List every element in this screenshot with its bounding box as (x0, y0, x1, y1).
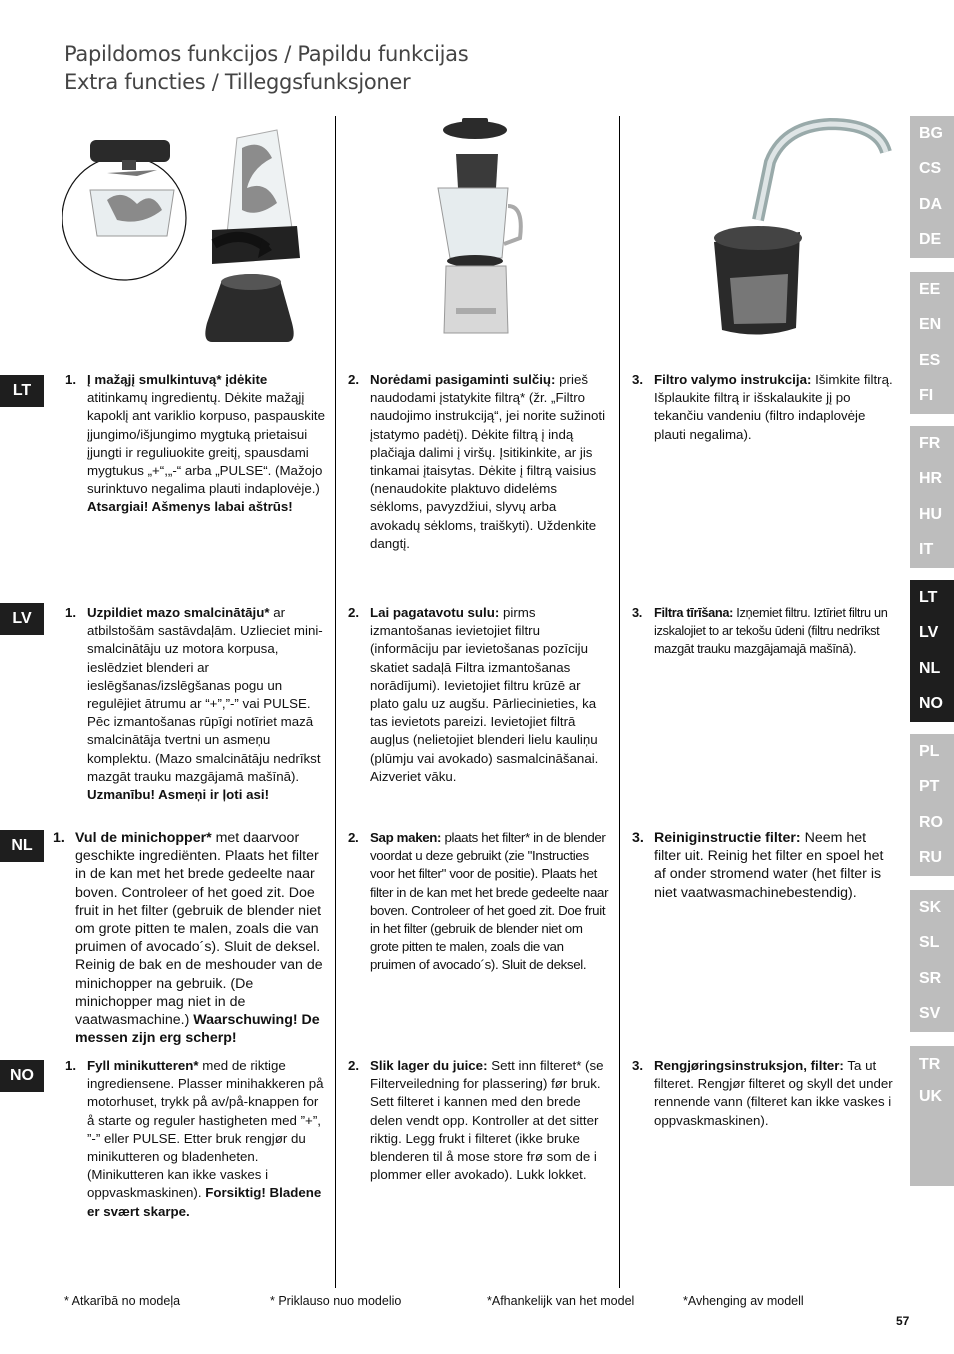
language-index-group-2 (910, 272, 954, 414)
lang-fi: FI (919, 387, 934, 405)
nl-step-3: 3. Reiniginstructie filter: Neem het filter uit. Reinig het filter en spoel het af onder stromend water (het filter is niet vaatwasmachinebestendig). (632, 830, 884, 901)
language-index-group-3 (910, 426, 954, 568)
lang-sl: SL (919, 934, 940, 952)
lv-step-2: 2. Lai pagatavotu sulu: pirms izmantošanas ievietojiet filtru (informāciju par ievietošanas pozīciju skatiet sadaļā Filtra izmantošanas norādījumi). Ievietojiet filtru krūzē ar plato galu uz augšu. Pārliecinieties, ka tas ievietots pareizi. Ievietojiet filtrā augļus (nelietojiet blenderi lielu kauliņu (plūmju vai avokado) sasmalcināšanai. Aizveriet vāku. (348, 605, 599, 784)
lang-da: DA (919, 195, 943, 213)
lang-sv: SV (919, 1005, 941, 1023)
no-step-3: 3. Rengjøringsinstruksjon, filter: Ta ut filteret. Rengjør filteret og skyll det under rennende vann (filteret kan ikke vaskes i oppvaskmaskinen). (632, 1058, 893, 1128)
column-divider-2 (619, 116, 620, 1288)
lang-ee: EE (919, 280, 941, 298)
lang-pt: PT (919, 778, 940, 796)
footnote-nl: *Afhankelijk van het model (487, 1294, 635, 1308)
lang-hu: HU (919, 505, 943, 523)
footnote-lt: * Priklauso nuo modelio (270, 1294, 402, 1308)
nl-step-1: 1. Vul de minichopper* met daarvoor geschikte ingrediënten. Plaats het filter in de kan met het brede gedeelte naar boven. Controleer of het goed zit. Doe fruit in het filter (gebruik de blender niet om grote pitten te malen, zoals die van pruimen of avocado´s). Sluit de deksel. Reinig de bak en de meshouder van de minichopper na gebruik. (De minichopper mag niet in de vaatwasmachine.) Waarschuwing! De messen zijn erg scherp! (53, 830, 323, 1047)
lt-step-1: 1. Į mažąjį smulkintuvą* įdėkite atitinkamų ingredientų. Dėkite mažąjį kapoklį ant variklio korpuso, paspauskite įjungimo/išjungimo mygtuką prietaisui įjungti ir reguliuokite greitį, spausdami mygtukus „+“,„-“ arba „PULSE“. (Mažojo surinktuvo negalima plauti indaplovėje.) Atsargiai! Ašmenys labai aštrūs! (65, 372, 325, 515)
lang-de: DE (919, 231, 942, 249)
lang-it: IT (919, 541, 934, 559)
filter-rinse-illustration (700, 118, 896, 344)
lt-step-3: 3. Filtro valymo instrukcija: Išimkite filtrą. Išplaukite filtrą ir išskalaukite jį po tekančiu vandeniu (filtro indaplovėje plauti negalima). (632, 372, 893, 442)
mini-chopper-illustration (62, 118, 324, 344)
lv-step-1: 1. Uzpildiet mazo smalcinātāju* ar atbilstošām sastāvdaļām. Uzlieciet mini-smalcinātāju uz motora korpusa, ieslēdziet blenderi ar ieslēgšanas/izslēgšanas pogu un regulējiet ātrumu ar “+”,”-” vai PULSE. Pēc izmantošanas rūpīgi notīriet mazā smalcinātāja tvertni un asmeņu komplektu. (Mazo smalcinātāju nedrīkst mazgāt trauku mazgājamā mašīnā). Uzmanību! Asmeņi ir ļoti asi! (65, 605, 323, 803)
footnote-lv: * Atkarībā no modeļa (64, 1294, 181, 1308)
lang-es: ES (919, 351, 941, 369)
lang-cs: CS (919, 160, 942, 178)
page-title-line2: Extra functies / Tilleggsfunksjoner (64, 70, 411, 94)
lang-no: NO (919, 695, 943, 713)
lang-lv: LV (919, 624, 939, 642)
lang-sk: SK (919, 898, 942, 916)
lang-ru: RU (919, 849, 943, 867)
lang-pl: PL (919, 742, 940, 760)
footnote-no: *Avhenging av modell (683, 1294, 804, 1308)
language-index-group-4 (910, 580, 954, 722)
lang-en: EN (919, 316, 942, 334)
lang-tr: TR (919, 1056, 941, 1073)
page-title-line1: Papildomos funkcijos / Papildu funkcijas (64, 42, 469, 66)
lv-step-3: 3. Filtra tīrīšana: Izņemiet filtru. Iztīriet filtru un izskalojiet to ar tekošu ūdeni (filtru nedrīkst mazgāt trauku mazgājamajā mašīnā). (632, 605, 888, 657)
no-step-1: 1. Fyll minikutteren* med de riktige ingrediensene. Plasser minihakkeren på motorhuset, trykk på av/på-knappen for å starte og reguler hastigheten med ”+”, ”-” eller PULSE. Etter bruk rengjør du minikutteren og bladenheten. (Minikutteren kan ikke vaskes i oppvaskmaskinen). Forsiktig! Bladene er svært skarpe. (65, 1058, 324, 1219)
page-number: 57 (896, 1314, 910, 1328)
lang-bg: BG (919, 124, 943, 142)
column-divider-1 (335, 116, 336, 1288)
blender-illustration (428, 118, 528, 344)
lang-tag-no: NO (0, 1060, 44, 1092)
lt-step-2: 2. Norėdami pasigaminti sulčių: prieš naudodami įstatykite filtrą* (žr. „Filtro naudojimo instrukciją“, jei norite sužinoti įstatymo padėtį). Dėkite filtrą į indą plačiąja dalimi į viršų. Įsitikinkite, ar jis tinkamai įtaisytas. Dėkite į filtrą vaisius (nenaudokite plaktuvo didelėms sėkloms, pavyzdžiui, slyvų arba avokadų sėkloms, traiškyti). Uždenkite dangtį. (348, 372, 606, 551)
language-index-group-6 (910, 890, 954, 1032)
lang-ro: RO (919, 813, 943, 831)
language-index-group-1 (910, 116, 954, 258)
lang-tag-nl: NL (0, 830, 44, 862)
lang-tag-lv: LV (0, 603, 44, 635)
lang-nl: NL (919, 659, 941, 677)
language-index-group-7 (910, 1046, 954, 1186)
no-step-2: 2. Slik lager du juice: Sett inn filteret* (se Filterveiledning for plassering) før bruk. Sett filteret i kannen med den brede delen vendt opp. Kontroller at det sitter riktig. Legg frukt i filteret (ikke bruke blenderen til å mose store frø som de i plommer eller avokado). Lukk lokket. (348, 1058, 604, 1183)
lang-sr: SR (919, 969, 942, 987)
nl-step-2: 2. Sap maken: plaats het filter* in de blender voordat u deze gebruikt (zie "Instructies voor het filter" voor de positie). Plaats het filter in de kan met het brede gedeelte naar boven. Controleer of het goed zit. Doe fruit in het filter (gebruik de blender niet om grote pitten te malen, zoals die van pruimen of avocado´s). Sluit de deksel. (348, 830, 609, 973)
lang-lt: LT (919, 588, 938, 606)
lang-fr: FR (919, 434, 941, 452)
lang-tag-lt: LT (0, 375, 44, 407)
lang-hr: HR (919, 470, 943, 488)
language-index-group-5 (910, 734, 954, 876)
lang-uk: UK (919, 1088, 943, 1105)
